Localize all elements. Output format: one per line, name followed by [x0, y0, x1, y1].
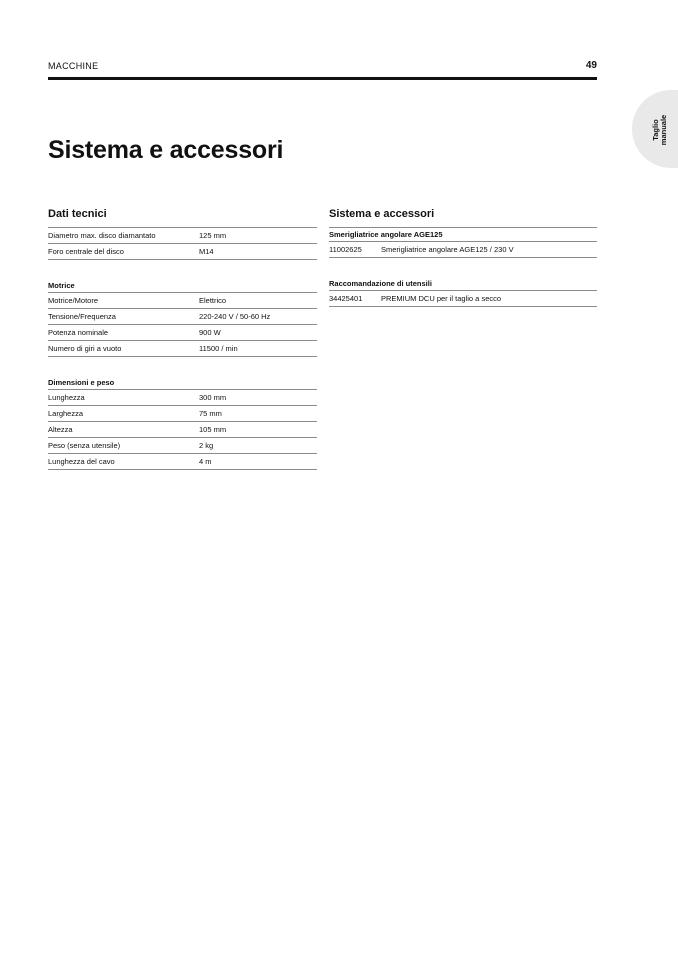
article-description: Smerigliatrice angolare AGE125 / 230 V: [381, 245, 514, 254]
table-row: [48, 438, 317, 454]
group-title-tools: Raccomandazione di utensili: [329, 277, 597, 291]
spec-label: Numero di giri a vuoto: [48, 344, 122, 353]
spec-label: Tensione/Frequenza: [48, 312, 116, 321]
side-tab-line1: Taglio: [651, 119, 660, 141]
spec-label: Diametro max. disco diamantato: [48, 231, 156, 240]
article-code: 34425401: [329, 294, 363, 303]
side-tab-label: [640, 107, 678, 153]
table-row: [48, 390, 317, 406]
group-title-dimensions: Dimensioni e peso: [48, 376, 317, 390]
group-title-grinder: Smerigliatrice angolare AGE125: [329, 228, 597, 242]
table-row: [48, 309, 317, 325]
table-row: [48, 293, 317, 309]
spec-value: M14: [199, 247, 214, 256]
table-row: [48, 325, 317, 341]
spec-value: 220-240 V / 50-60 Hz: [199, 312, 271, 321]
table-row: [48, 406, 317, 422]
table-row: [48, 422, 317, 438]
article-code: 11002625: [329, 245, 362, 254]
spec-value: 4 m: [199, 457, 212, 466]
header-rule: [48, 77, 597, 80]
accessories-column: [329, 207, 597, 307]
spec-label: Foro centrale del disco: [48, 247, 124, 256]
group-title-motor: Motrice: [48, 279, 317, 293]
page-number: 49: [585, 60, 597, 71]
table-row: [48, 228, 317, 244]
spec-label: Lunghezza del cavo: [48, 457, 115, 466]
spec-label: Altezza: [48, 425, 73, 434]
article-description: PREMIUM DCU per il taglio a secco: [381, 294, 502, 303]
spec-value: 105 mm: [199, 425, 227, 434]
side-tab-line2: manuale: [659, 114, 668, 146]
spec-label: Peso (senza utensile): [48, 441, 121, 450]
table-row: [48, 244, 317, 260]
table-row: [48, 341, 317, 357]
table-row: [48, 454, 317, 470]
spec-value: 125 mm: [199, 231, 227, 240]
spec-label: Potenza nominale: [48, 328, 109, 337]
technical-data-heading: Dati tecnici: [48, 207, 317, 228]
spec-value: Elettrico: [199, 296, 227, 305]
spec-label: Motrice/Motore: [48, 296, 99, 305]
table-row: [329, 242, 597, 258]
section-label: MACCHINE: [48, 61, 99, 71]
spec-value: 2 kg: [199, 441, 214, 450]
accessories-heading: Sistema e accessori: [329, 207, 597, 228]
page-title: Sistema e accessori: [48, 136, 284, 164]
spec-value: 11500 / min: [199, 344, 238, 353]
spec-value: 900 W: [199, 328, 221, 337]
spec-label: Lunghezza: [48, 393, 85, 402]
table-row: [329, 291, 597, 307]
spec-value: 300 mm: [199, 393, 227, 402]
spec-value: 75 mm: [199, 409, 222, 418]
technical-data-column: [48, 207, 317, 470]
spec-label: Larghezza: [48, 409, 84, 418]
